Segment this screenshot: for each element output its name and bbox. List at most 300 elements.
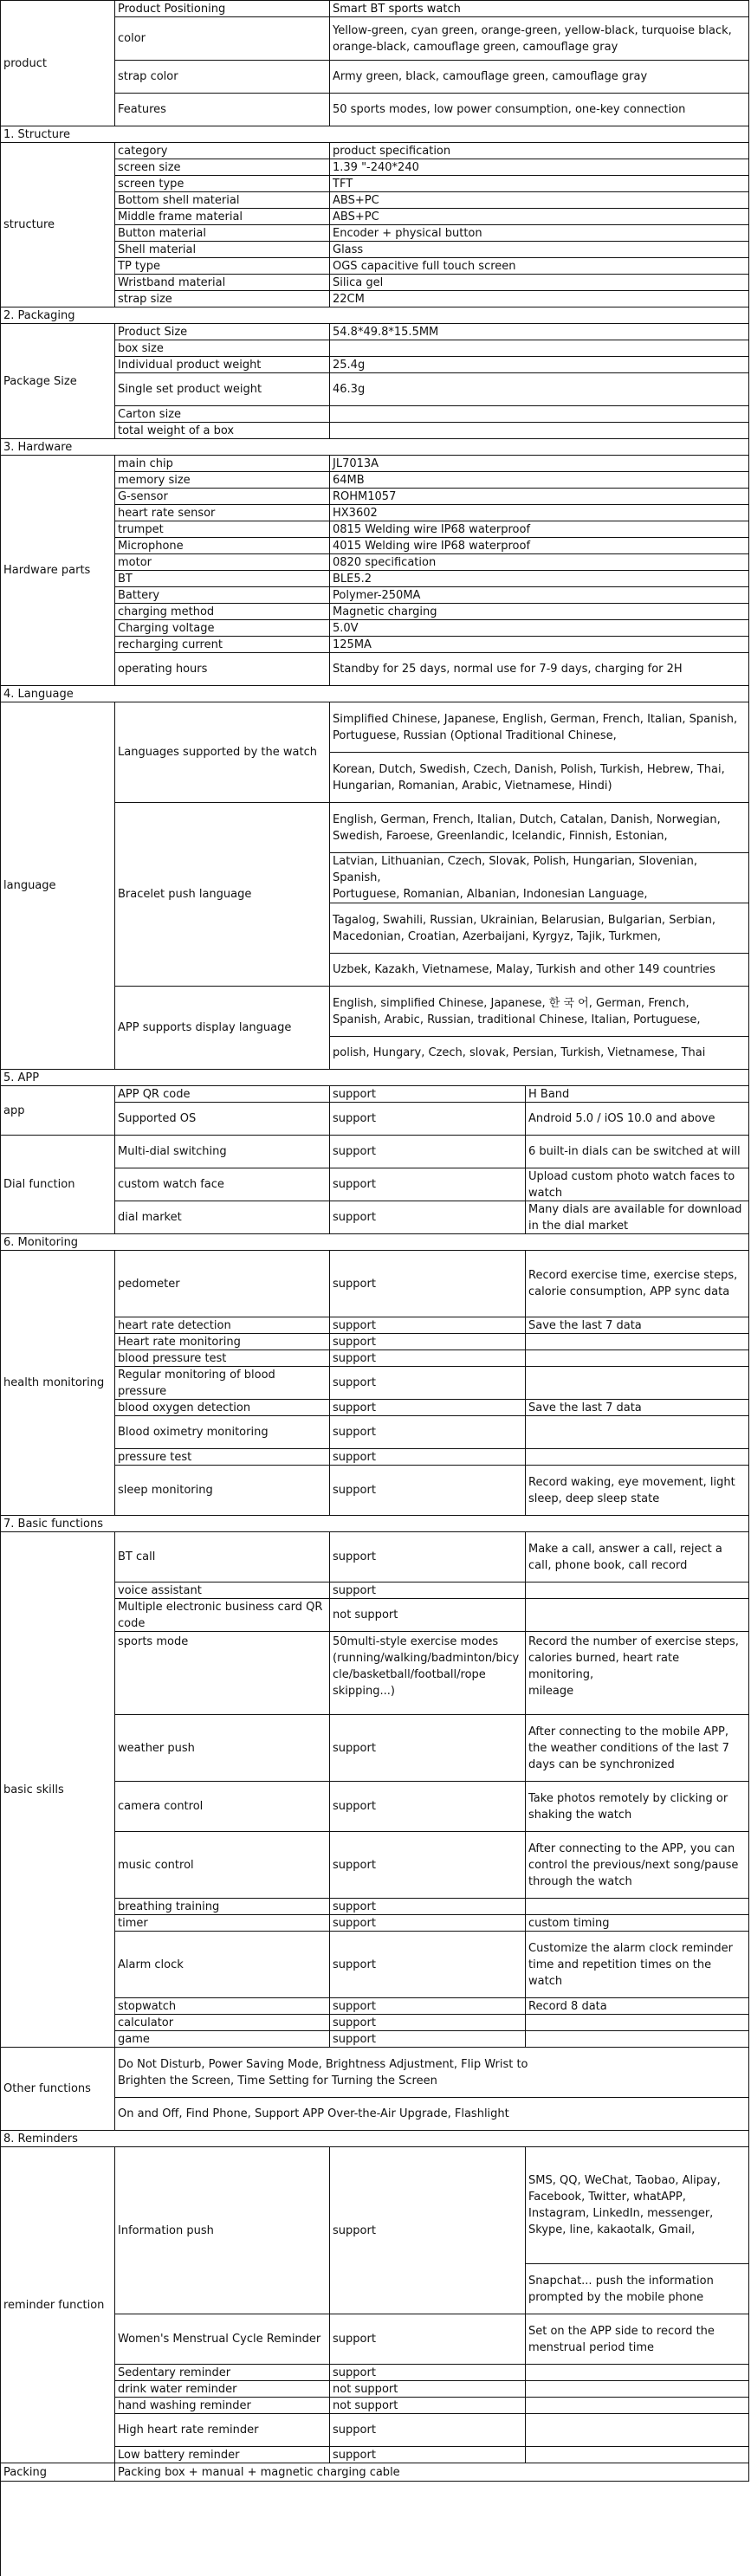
basic-row-detail <box>526 1915 749 1932</box>
basic-row-key <box>115 1932 330 1998</box>
hardware-row-key-text: charging method <box>118 605 215 618</box>
language-watch-2-text: Korean, Dutch, Swedish, Czech, Danish, Polish, Turkish, Hebrew, Thai, Hungarian, Romanian, Arabic, Vietnamese, Hindi) <box>333 762 725 793</box>
reminders-row-status-text: support <box>333 2448 376 2462</box>
structure-row-value <box>330 242 749 258</box>
hardware-row-key <box>115 521 330 538</box>
dial-row-detail-text: 6 built-in dials can be switched at will <box>528 1145 741 1158</box>
section-monitoring-text: 6. Monitoring <box>3 1235 79 1249</box>
product-positioning-value <box>330 1 749 17</box>
reminders-row-key <box>115 2314 330 2365</box>
basic-row-key <box>115 1599 330 1632</box>
reminders-info-key-text: Information push <box>118 2223 214 2237</box>
basic-row-key-text: stopwatch <box>118 1999 177 2013</box>
reminders-label-text: reminder function <box>3 2298 105 2312</box>
monitoring-row-key-text: pressure test <box>118 1450 192 1464</box>
basic-row-key <box>115 2015 330 2031</box>
monitoring-label-text: health monitoring <box>3 1376 105 1389</box>
app-row-detail-text: Android 5.0 / iOS 10.0 and above <box>528 1112 715 1125</box>
reminders-row-key <box>115 2398 330 2414</box>
packaging-row-value <box>330 357 749 373</box>
monitoring-row-status <box>330 1350 526 1367</box>
structure-row-key <box>115 209 330 225</box>
basic-row-detail <box>526 1599 749 1632</box>
basic-row-detail-text: Record the number of exercise steps, calories burned, heart rate monitoring, mileage <box>528 1635 739 1698</box>
basic-row-key <box>115 1532 330 1582</box>
basic-row-detail-text: Take photos remotely by clicking or shaking the watch <box>528 1791 728 1822</box>
structure-row-value-text: ABS+PC <box>333 210 379 223</box>
basic-row-status <box>330 1832 526 1899</box>
hardware-row-value <box>330 489 749 505</box>
monitoring-row-detail <box>526 1317 749 1334</box>
monitoring-row-detail <box>526 1350 749 1367</box>
basic-row-status <box>330 1915 526 1932</box>
structure-row-key <box>115 159 330 176</box>
basic-row-key <box>115 1632 330 1715</box>
language-bracelet-4 <box>330 954 749 987</box>
structure-row-key-text: TP type <box>118 259 160 273</box>
reminders-row-status-text: support <box>333 2424 376 2437</box>
product-features-key-text: Features <box>118 103 166 116</box>
hardware-row-key <box>115 472 330 489</box>
app-row-detail-text: H Band <box>528 1087 570 1101</box>
basic-row-status <box>330 1599 526 1632</box>
reminders-row-key-text: Low battery reminder <box>118 2448 240 2462</box>
monitoring-row-status <box>330 1400 526 1416</box>
hardware-row-value <box>330 538 749 554</box>
product-features-key <box>115 94 330 126</box>
language-app-1-text: English, simplified Chinese, Japanese, 한 국 어, German, French, Spanish, Arabic, Russian, traditional Chinese, Italian, Portuguese, <box>333 996 701 1026</box>
monitoring-row-detail <box>526 1449 749 1466</box>
reminders-info-2-text: Snapchat... push the information prompted by the mobile phone <box>528 2274 714 2304</box>
monitoring-row-detail <box>526 1466 749 1516</box>
basic-row-detail-text: After connecting to the APP, you can control the previous/next song/pause through the watch <box>528 1841 739 1888</box>
product-features-value <box>330 94 749 126</box>
monitoring-row-key-text: blood pressure test <box>118 1351 227 1365</box>
hardware-row-key-text: motor <box>118 555 152 569</box>
packaging-row-value <box>330 373 749 406</box>
hardware-row-value <box>330 637 749 653</box>
monitoring-row-status-text: support <box>333 1426 376 1439</box>
structure-row-key <box>115 225 330 242</box>
basic-row-status <box>330 1632 526 1715</box>
packaging-row-key <box>115 357 330 373</box>
reminders-row-key-text: Women's Menstrual Cycle Reminder <box>118 2333 321 2346</box>
app-row-detail <box>526 1103 749 1136</box>
structure-row-key-text: strap size <box>118 292 172 306</box>
monitoring-row-detail-text: Record exercise time, exercise steps, calorie consumption, APP sync data <box>528 1269 738 1298</box>
language-bracelet-1 <box>330 803 749 853</box>
app-row-status-text: support <box>333 1087 376 1101</box>
monitoring-row-key-text: sleep monitoring <box>118 1484 213 1497</box>
reminders-row-key-text: hand washing reminder <box>118 2398 251 2412</box>
section-reminders-text: 8. Reminders <box>3 2132 78 2146</box>
monitoring-row-key <box>115 1400 330 1416</box>
basic-row-key <box>115 1582 330 1599</box>
packaging-label-text: Package Size <box>3 374 77 388</box>
language-bracelet-2-text: Latvian, Lithuanian, Czech, Slovak, Polish, Hungarian, Slovenian, Spanish, Portuguese, Romanian, Albanian, Indonesian Language, <box>333 855 698 901</box>
reminders-row-status <box>330 2447 526 2463</box>
structure-row-value-text: TFT <box>333 177 353 191</box>
hardware-row-key-text: main chip <box>118 456 173 470</box>
hardware-row-value <box>330 456 749 472</box>
structure-row-value <box>330 159 749 176</box>
section-hardware-text: 3. Hardware <box>3 440 73 454</box>
reminders-row-key <box>115 2365 330 2381</box>
basic-row-detail <box>526 1715 749 1782</box>
packaging-row-key <box>115 324 330 340</box>
dial-row-detail <box>526 1136 749 1168</box>
packaging-row-value <box>330 423 749 439</box>
reminders-info-2 <box>526 2264 749 2314</box>
hardware-row-value-text: BLE5.2 <box>333 572 372 586</box>
basic-row-detail <box>526 2031 749 2048</box>
reminders-row-status-text: support <box>333 2366 376 2379</box>
structure-row-key <box>115 192 330 209</box>
reminders-row-status <box>330 2365 526 2381</box>
section-packaging <box>1 307 749 324</box>
packaging-row-key <box>115 340 330 357</box>
hardware-row-value-text: Magnetic charging <box>333 605 437 618</box>
dial-row-key <box>115 1136 330 1168</box>
hardware-row-key-text: Microphone <box>118 539 184 553</box>
packaging-row-key <box>115 423 330 439</box>
structure-row-key-text: Button material <box>118 226 206 240</box>
monitoring-row-status-text: support <box>333 1277 376 1291</box>
dial-row-status <box>330 1201 526 1234</box>
product-label-text: product <box>3 56 48 70</box>
basic-row-key-text: voice assistant <box>118 1583 202 1597</box>
monitoring-row-status <box>330 1251 526 1317</box>
language-label <box>1 702 115 1070</box>
basic-row-status-text: support <box>333 1958 376 1971</box>
basic-row-status <box>330 1998 526 2015</box>
basic-row-key <box>115 2031 330 2048</box>
product-strap-color-value <box>330 61 749 94</box>
hardware-row-value-text: 4015 Welding wire IP68 waterproof <box>333 539 531 553</box>
monitoring-row-status <box>330 1466 526 1516</box>
packaging-row-key-text: Carton size <box>118 407 182 421</box>
packaging-row-key <box>115 406 330 423</box>
basic-row-key <box>115 1899 330 1915</box>
product-color-value-text: Yellow-green, cyan green, orange-green, yellow-black, turquoise black, orange-black, camouflage green, camouflage gray <box>333 23 732 54</box>
section-app-text: 5. APP <box>3 1071 40 1084</box>
basic-row-detail-text: Make a call, answer a call, reject a call, phone book, call record <box>528 1542 722 1572</box>
packaging-row-value-text: 54.8*49.8*15.5MM <box>333 325 439 339</box>
reminders-info-status <box>330 2147 526 2314</box>
structure-row-key-text: Wristband material <box>118 275 226 289</box>
structure-row-key <box>115 258 330 275</box>
section-structure <box>1 126 749 143</box>
basic-row-detail-text: After connecting to the mobile APP, the weather conditions of the last 7 days can be synchronized <box>528 1725 729 1771</box>
hardware-row-value-text: Standby for 25 days, normal use for 7-9 days, charging for 2H <box>333 663 683 676</box>
monitoring-row-key <box>115 1449 330 1466</box>
basic-row-status-text: support <box>333 1583 376 1597</box>
product-color-key <box>115 17 330 61</box>
structure-row-value <box>330 275 749 291</box>
packaging-row-value-text: 46.3g <box>333 383 366 396</box>
product-positioning-value-text: Smart BT sports watch <box>333 2 461 16</box>
section-language-text: 4. Language <box>3 687 74 701</box>
basic-row-key <box>115 1915 330 1932</box>
monitoring-row-key <box>115 1367 330 1400</box>
structure-row-key-text: screen type <box>118 177 185 191</box>
reminders-row-key-text: drink water reminder <box>118 2382 237 2396</box>
packaging-label <box>1 324 115 439</box>
language-app-2 <box>330 1037 749 1070</box>
hardware-row-value <box>330 653 749 686</box>
monitoring-row-key-text: Heart rate monitoring <box>118 1335 241 1349</box>
structure-row-value <box>330 192 749 209</box>
basic-row-key-text: Alarm clock <box>118 1958 184 1971</box>
product-strap-color-key <box>115 61 330 94</box>
structure-row-key <box>115 291 330 307</box>
packaging-row-key <box>115 373 330 406</box>
packaging-row-value <box>330 340 749 357</box>
basic-row-status <box>330 2015 526 2031</box>
product-color-value <box>330 17 749 61</box>
basic-row-status-text: support <box>333 1900 376 1913</box>
basic-row-key <box>115 1832 330 1899</box>
language-bracelet-4-text: Uzbek, Kazakh, Vietnamese, Malay, Turkish and other 149 countries <box>333 963 715 976</box>
reminders-row-status <box>330 2381 526 2398</box>
hardware-row-key <box>115 538 330 554</box>
hardware-row-key <box>115 620 330 637</box>
hardware-row-value-text: JL7013A <box>333 456 379 470</box>
basic-row-key-text: timer <box>118 1916 148 1930</box>
structure-row-value <box>330 209 749 225</box>
basic-row-key-text: weather push <box>118 1741 195 1755</box>
monitoring-row-detail <box>526 1416 749 1449</box>
other-line-2-text: On and Off, Find Phone, Support APP Over-the-Air Upgrade, Flashlight <box>118 2107 509 2120</box>
section-structure-text: 1. Structure <box>3 127 71 141</box>
reminders-row-detail-text: Set on the APP side to record the menstrual period time <box>528 2324 715 2354</box>
app-row-status <box>330 1086 526 1103</box>
basic-label-text: basic skills <box>3 1783 64 1796</box>
structure-header-value-text: product specification <box>333 144 451 158</box>
basic-row-key-text: breathing training <box>118 1900 220 1913</box>
hardware-row-value-text: 64MB <box>333 473 365 487</box>
structure-row-value-text: Encoder + physical button <box>333 226 482 240</box>
monitoring-row-status-text: support <box>333 1450 376 1464</box>
basic-label <box>1 1532 115 2048</box>
hardware-row-value <box>330 604 749 620</box>
reminders-row-key <box>115 2447 330 2463</box>
basic-row-detail <box>526 1782 749 1832</box>
monitoring-row-detail <box>526 1400 749 1416</box>
basic-row-key <box>115 1715 330 1782</box>
reminders-info-status-text: support <box>333 2223 376 2237</box>
language-watch-2 <box>330 753 749 803</box>
packaging-row-key-text: box size <box>118 341 164 355</box>
monitoring-label <box>1 1251 115 1516</box>
section-packaging-text: 2. Packaging <box>3 308 75 322</box>
app-row-status-text: support <box>333 1112 376 1125</box>
monitoring-row-key-text: blood oxygen detection <box>118 1401 251 1414</box>
basic-row-status-text: support <box>333 1741 376 1755</box>
hardware-row-key <box>115 637 330 653</box>
app-label-text: app <box>3 1104 25 1117</box>
product-color-key-text: color <box>118 32 146 45</box>
hardware-row-value-text: HX3602 <box>333 506 378 520</box>
other-label-text: Other functions <box>3 2082 91 2095</box>
monitoring-row-key-text: Blood oximetry monitoring <box>118 1426 269 1439</box>
language-watch-key-text: Languages supported by the watch <box>118 746 317 759</box>
structure-row-value <box>330 258 749 275</box>
structure-row-key-text: Bottom shell material <box>118 193 240 207</box>
basic-row-key-text: music control <box>118 1858 194 1872</box>
basic-row-detail-text: Customize the alarm clock reminder time and repetition times on the watch <box>528 1941 733 1988</box>
reminders-row-key-text: High heart rate reminder <box>118 2424 259 2437</box>
reminders-info-key <box>115 2147 330 2314</box>
dial-row-key <box>115 1201 330 1234</box>
structure-row-value <box>330 225 749 242</box>
basic-row-key-text: game <box>118 2032 150 2046</box>
language-bracelet-3 <box>330 903 749 954</box>
structure-header-key <box>115 143 330 159</box>
language-app-key-text: APP supports display language <box>118 1021 292 1034</box>
basic-row-detail <box>526 1532 749 1582</box>
monitoring-row-status <box>330 1367 526 1400</box>
basic-row-key <box>115 1998 330 2015</box>
hardware-row-value-text: 125MA <box>333 638 372 651</box>
basic-row-detail <box>526 1899 749 1915</box>
packaging-row-key-text: total weight of a box <box>118 424 235 437</box>
app-row-key-text: APP QR code <box>118 1087 191 1101</box>
basic-row-detail <box>526 2015 749 2031</box>
basic-row-status <box>330 1899 526 1915</box>
hardware-row-key-text: Battery <box>118 588 160 602</box>
basic-row-status <box>330 1932 526 1998</box>
section-app <box>1 1070 749 1086</box>
structure-row-value-text: Silica gel <box>333 275 384 289</box>
other-label <box>1 2048 115 2131</box>
hardware-row-key-text: trumpet <box>118 522 164 536</box>
packing-label <box>1 2463 115 2482</box>
basic-row-detail-text: Record 8 data <box>528 1999 607 2013</box>
app-row-key-text: Supported OS <box>118 1112 197 1125</box>
basic-row-status <box>330 1582 526 1599</box>
reminders-row-detail <box>526 2381 749 2398</box>
reminders-row-status-text: support <box>333 2333 376 2346</box>
section-basic-text: 7. Basic functions <box>3 1517 103 1531</box>
structure-row-key-text: Middle frame material <box>118 210 243 223</box>
monitoring-row-key <box>115 1466 330 1516</box>
basic-row-detail-text: custom timing <box>528 1916 610 1930</box>
basic-row-key <box>115 1782 330 1832</box>
monitoring-row-detail-text: Save the last 7 data <box>528 1318 642 1332</box>
language-bracelet-3-text: Tagalog, Swahili, Russian, Ukrainian, Belarusian, Bulgarian, Serbian, Macedonian, Croatian, Azerbaijani, Kyrgyz, Tajik, Turkmen, <box>333 913 715 943</box>
hardware-label-text: Hardware parts <box>3 564 91 577</box>
basic-row-detail <box>526 1832 749 1899</box>
hardware-row-key-text: G-sensor <box>118 489 168 503</box>
basic-row-status-text: not support <box>333 1608 398 1621</box>
monitoring-row-status-text: support <box>333 1376 376 1389</box>
language-app-2-text: polish, Hungary, Czech, slovak, Persian, Turkish, Vietnamese, Thai <box>333 1046 706 1059</box>
basic-row-status-text: support <box>333 1858 376 1872</box>
packing-label-text: Packing <box>3 2465 48 2479</box>
basic-row-status <box>330 2031 526 2048</box>
dial-row-detail <box>526 1168 749 1201</box>
hardware-row-key <box>115 489 330 505</box>
product-strap-color-key-text: strap color <box>118 70 178 83</box>
dial-row-key-text: dial market <box>118 1211 182 1224</box>
monitoring-row-detail <box>526 1251 749 1317</box>
basic-row-status <box>330 1532 526 1582</box>
reminders-row-status-text: not support <box>333 2382 398 2396</box>
dial-label <box>1 1136 115 1234</box>
hardware-row-value <box>330 521 749 538</box>
structure-header-key-text: category <box>118 144 168 158</box>
structure-row-value-text: OGS capacitive full touch screen <box>333 259 516 273</box>
reminders-row-status-text: not support <box>333 2398 398 2412</box>
monitoring-row-key <box>115 1334 330 1350</box>
hardware-row-value <box>330 505 749 521</box>
hardware-row-key <box>115 505 330 521</box>
monitoring-row-status <box>330 1416 526 1449</box>
monitoring-row-key <box>115 1416 330 1449</box>
basic-row-key-text: calculator <box>118 2016 174 2029</box>
reminders-row-status <box>330 2314 526 2365</box>
structure-header-value <box>330 143 749 159</box>
hardware-row-value <box>330 554 749 571</box>
reminders-row-status <box>330 2414 526 2447</box>
monitoring-row-key-text: Regular monitoring of blood pressure <box>118 1368 275 1398</box>
packing-value <box>115 2463 749 2482</box>
language-app-1 <box>330 987 749 1037</box>
hardware-row-value <box>330 571 749 587</box>
hardware-row-key <box>115 456 330 472</box>
monitoring-row-key <box>115 1251 330 1317</box>
packaging-row-key-text: Individual product weight <box>118 358 262 372</box>
app-row-status <box>330 1103 526 1136</box>
reminders-row-detail <box>526 2398 749 2414</box>
structure-row-value-text: ABS+PC <box>333 193 379 207</box>
hardware-row-value <box>330 620 749 637</box>
basic-row-status-text: support <box>333 2016 376 2029</box>
hardware-row-value-text: Polymer-250MA <box>333 588 421 602</box>
hardware-row-key-text: heart rate sensor <box>118 506 216 520</box>
language-bracelet-1-text: English, German, French, Italian, Dutch, Catalan, Danish, Norwegian, Swedish, Faroese, Greenlandic, Icelandic, Finnish, Estonian, <box>333 812 721 843</box>
hardware-row-key-text: memory size <box>118 473 191 487</box>
hardware-row-value-text: 5.0V <box>333 621 359 635</box>
packaging-row-value <box>330 406 749 423</box>
hardware-row-key <box>115 653 330 686</box>
dial-row-status <box>330 1136 526 1168</box>
dial-row-detail <box>526 1201 749 1234</box>
basic-row-status-text: support <box>333 1916 376 1930</box>
hardware-row-value-text: ROHM1057 <box>333 489 397 503</box>
structure-label-text: structure <box>3 218 55 231</box>
packaging-row-value <box>330 324 749 340</box>
packing-value-text: Packing box + manual + magnetic charging cable <box>118 2465 400 2479</box>
basic-row-status-text: 50multi-style exercise modes (running/walking/badminton/bicy cle/basketball/football/rope skipping...) <box>333 1635 520 1698</box>
section-hardware <box>1 439 749 456</box>
basic-row-detail <box>526 1632 749 1715</box>
basic-row-status-text: support <box>333 1999 376 2013</box>
monitoring-row-status <box>330 1317 526 1334</box>
structure-row-key <box>115 176 330 192</box>
structure-row-value-text: Glass <box>333 243 364 256</box>
app-row-key <box>115 1086 330 1103</box>
monitoring-row-key-text: heart rate detection <box>118 1318 231 1332</box>
language-watch-1 <box>330 702 749 753</box>
other-line-1-text: Do Not Disturb, Power Saving Mode, Brightness Adjustment, Flip Wrist to Brighten the Screen, Time Setting for Turning the Screen <box>118 2057 528 2087</box>
hardware-row-key <box>115 604 330 620</box>
hardware-row-value <box>330 587 749 604</box>
reminders-label <box>1 2147 115 2463</box>
dial-row-key-text: custom watch face <box>118 1178 224 1191</box>
basic-row-detail <box>526 1582 749 1599</box>
